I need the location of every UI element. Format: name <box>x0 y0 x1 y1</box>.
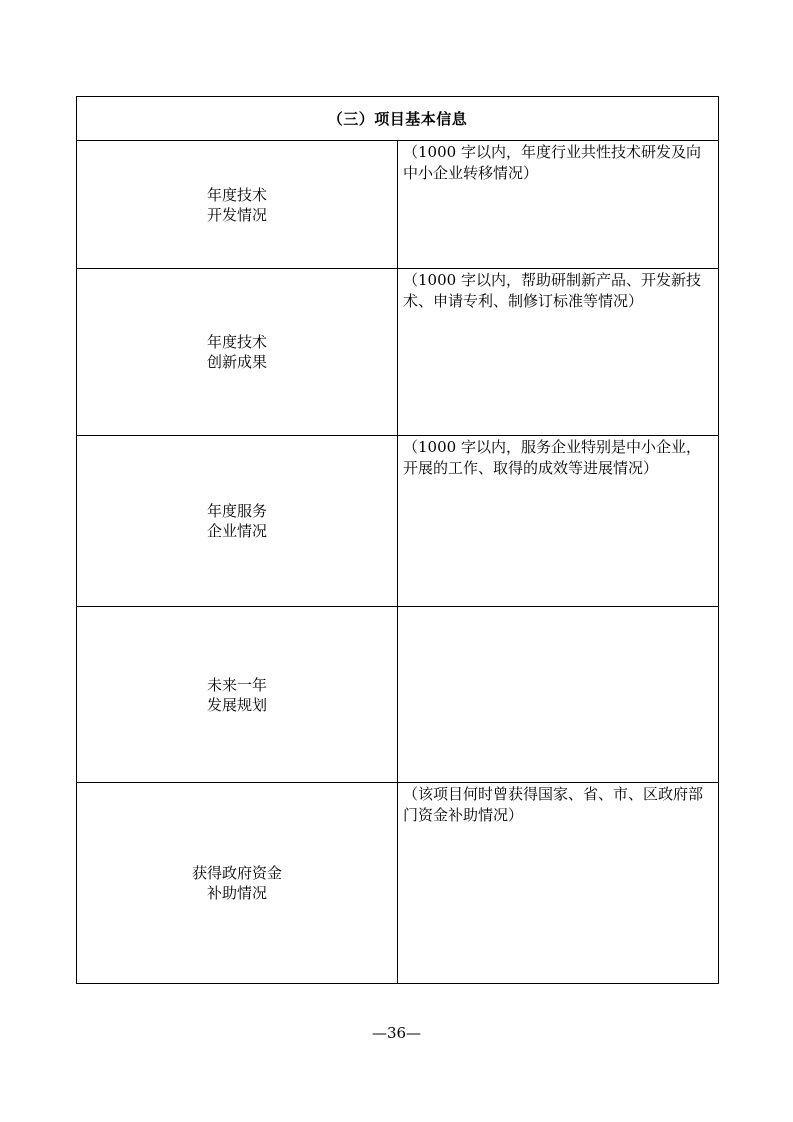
table-row <box>77 783 719 984</box>
row-label-line: 年度服务 <box>206 502 267 520</box>
row-label-line: 创新成果 <box>206 353 267 371</box>
table-row <box>77 607 719 783</box>
content-cell-annual-tech-development[interactable] <box>398 141 719 269</box>
row-label-government-funding <box>77 783 398 984</box>
row-label-line: 获得政府资金 <box>191 864 282 882</box>
table-row <box>77 141 719 269</box>
hint-text: （1000 字以内，服务企业特别是中小企业，开展的工作、取得的成效等进展情况） <box>403 438 701 477</box>
row-label-next-year-plan <box>77 607 398 783</box>
row-label-line: 开发情况 <box>206 205 267 224</box>
row-label-annual-tech-development <box>77 141 398 269</box>
page-number: —36— <box>371 1024 422 1042</box>
content-cell-government-funding[interactable] <box>398 783 719 984</box>
section-title: （三）项目基本信息 <box>77 97 719 141</box>
table-row <box>77 436 719 607</box>
content-cell-next-year-plan[interactable] <box>398 607 719 783</box>
row-label-line: 发展规划 <box>206 695 267 714</box>
table-title-row <box>77 97 719 141</box>
row-label-line: 未来一年 <box>206 675 267 694</box>
row-label-line: 补助情况 <box>206 884 267 902</box>
table-row <box>77 269 719 436</box>
row-label-annual-service-status <box>77 436 398 607</box>
hint-text: （该项目何时曾获得国家、省、市、区政府部门资金补助情况） <box>403 785 704 824</box>
project-info-table <box>76 96 719 984</box>
hint-text: （1000 字以内，年度行业共性技术研发及向中小企业转移情况） <box>403 143 701 182</box>
hint-text: （1000 字以内，帮助研制新产品、开发新技术、申请专利、制修订标准等情况） <box>403 271 701 310</box>
content-cell-annual-service-status[interactable] <box>398 436 719 607</box>
row-label-line: 年度技术 <box>206 333 267 351</box>
row-label-line: 年度技术 <box>206 185 267 204</box>
row-label-annual-innovation-results <box>77 269 398 436</box>
row-label-line: 企业情况 <box>206 522 267 540</box>
content-cell-annual-innovation-results[interactable] <box>398 269 719 436</box>
